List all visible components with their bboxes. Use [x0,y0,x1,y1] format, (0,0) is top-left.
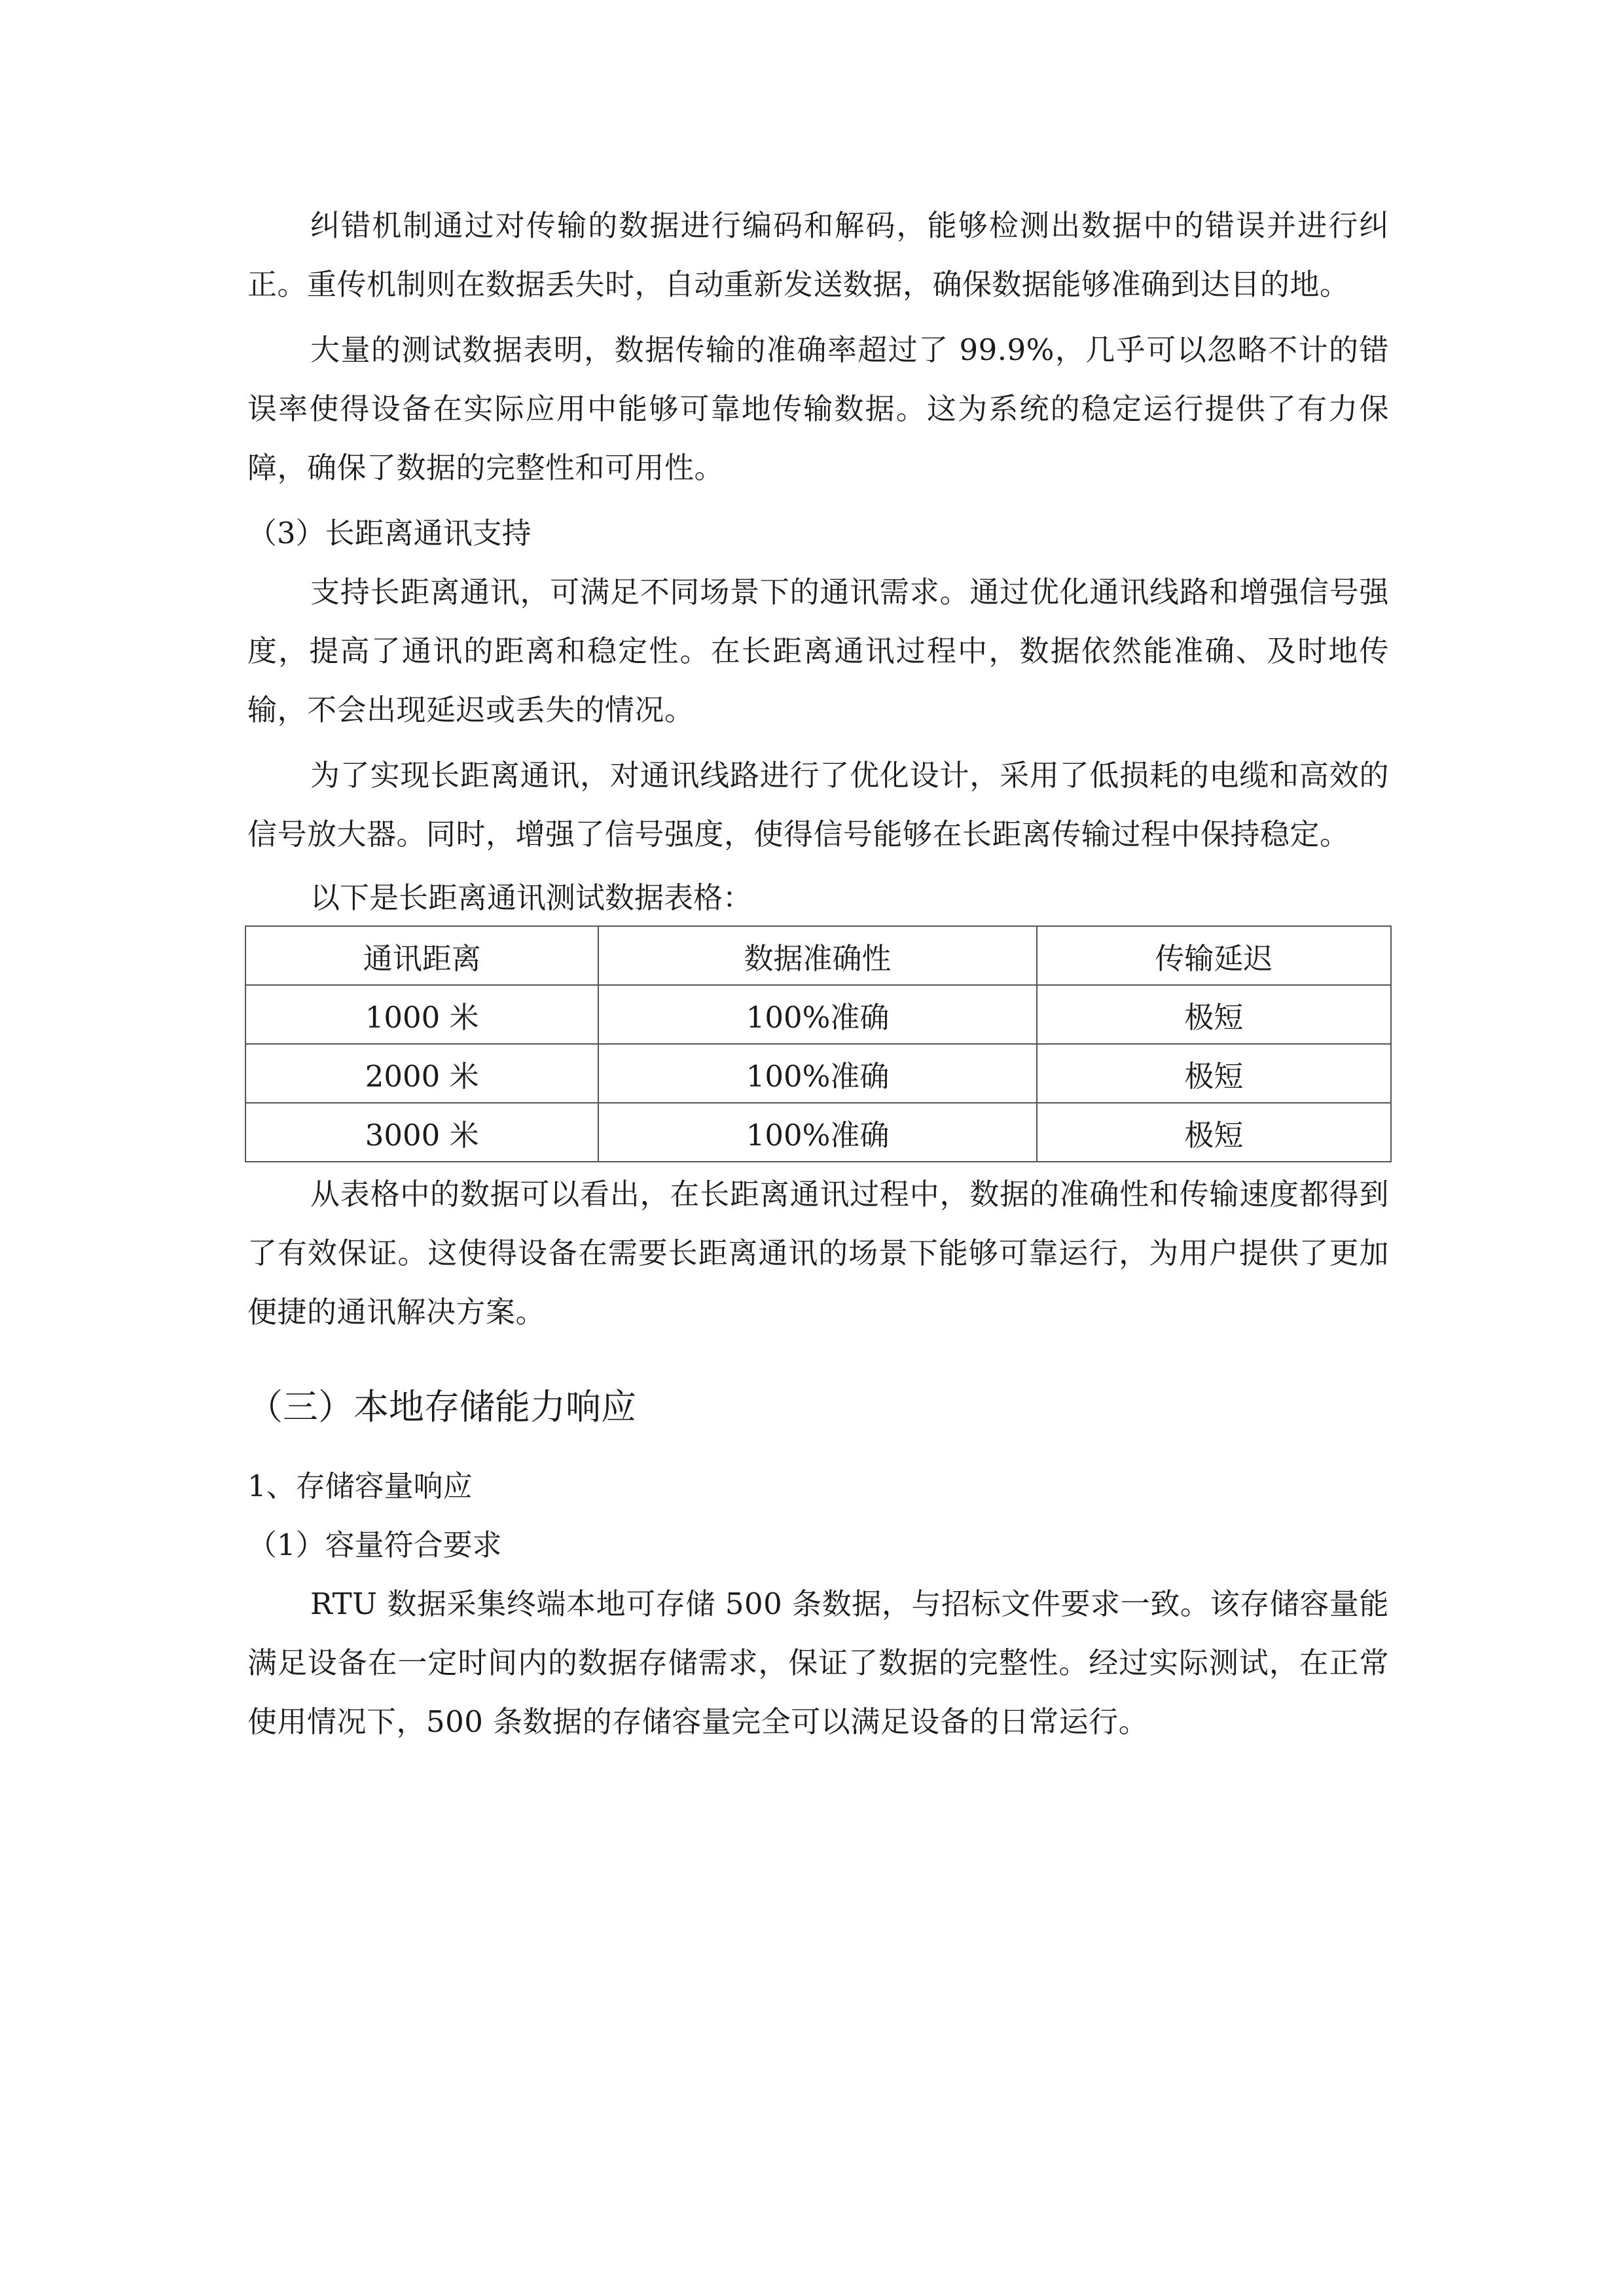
long-distance-test-table [245,925,1392,1162]
table-cell: 1000 米 [245,985,598,1044]
table-caption: 以下是长距离通讯测试数据表格： [310,880,753,915]
document-page [247,196,1389,1751]
item-heading-storage-capacity: 1、存储容量响应 [247,1469,473,1503]
paragraph-table-conclusion: 从表格中的数据可以看出，在长距离通讯过程中，数据的准确性和传输速度都得到了有效保证。这使得设备在需要长距离通讯的场景下能够可靠运行，为用户提供了更加便捷的通讯解决方案。 [247,1177,1389,1329]
table-row [245,985,1391,1044]
paragraph-error-correction: 纠错机制通过对传输的数据进行编码和解码，能够检测出数据中的错误并进行纠正。重传机制则在数据丢失时，自动重新发送数据，确保数据能够准确到达目的地。 [247,208,1389,302]
table-header-cell: 传输延迟 [1037,926,1391,985]
table-header-cell: 数据准确性 [598,926,1036,985]
table-row [245,1103,1391,1162]
section-heading-local-storage: （三）本地存储能力响应 [247,1386,636,1427]
table-header-cell: 通讯距离 [245,926,598,985]
paragraph-long-distance-support: 支持长距离通讯，可满足不同场景下的通讯需求。通过优化通讯线路和增强信号强度，提高了通讯的距离和稳定性。在长距离通讯过程中，数据依然能准确、及时地传输，不会出现延迟或丢失的情况。 [247,575,1389,727]
table-cell: 极短 [1037,985,1391,1044]
table-cell: 100%准确 [598,1103,1036,1162]
paragraph-line-optimization: 为了实现长距离通讯，对通讯线路进行了优化设计，采用了低损耗的电缆和高效的信号放大器。同时，增强了信号强度，使得信号能够在长距离传输过程中保持稳定。 [247,758,1389,852]
subheading-capacity-requirement: （1）容量符合要求 [247,1528,502,1562]
table-cell: 100%准确 [598,1044,1036,1103]
table-header-row [245,926,1391,985]
table-cell: 100%准确 [598,985,1036,1044]
paragraph-accuracy: 大量的测试数据表明，数据传输的准确率超过了 99.9%，几乎可以忽略不计的错误率使得设备在实际应用中能够可靠地传输数据。这为系统的稳定运行提供了有力保障，确保了数据的完整性和可用性。 [247,332,1389,485]
subheading-long-distance: （3）长距离通讯支持 [247,516,532,550]
table-cell: 3000 米 [245,1103,598,1162]
table-cell: 2000 米 [245,1044,598,1103]
table-row [245,1044,1391,1103]
paragraph-rtu-storage: RTU 数据采集终端本地可存储 500 条数据，与招标文件要求一致。该存储容量能满足设备在一定时间内的数据存储需求，保证了数据的完整性。经过实际测试，在正常使用情况下，500 条数据的存储容量完全可以满足设备的日常运行。 [247,1587,1389,1739]
table-cell: 极短 [1037,1103,1391,1162]
table-cell: 极短 [1037,1044,1391,1103]
